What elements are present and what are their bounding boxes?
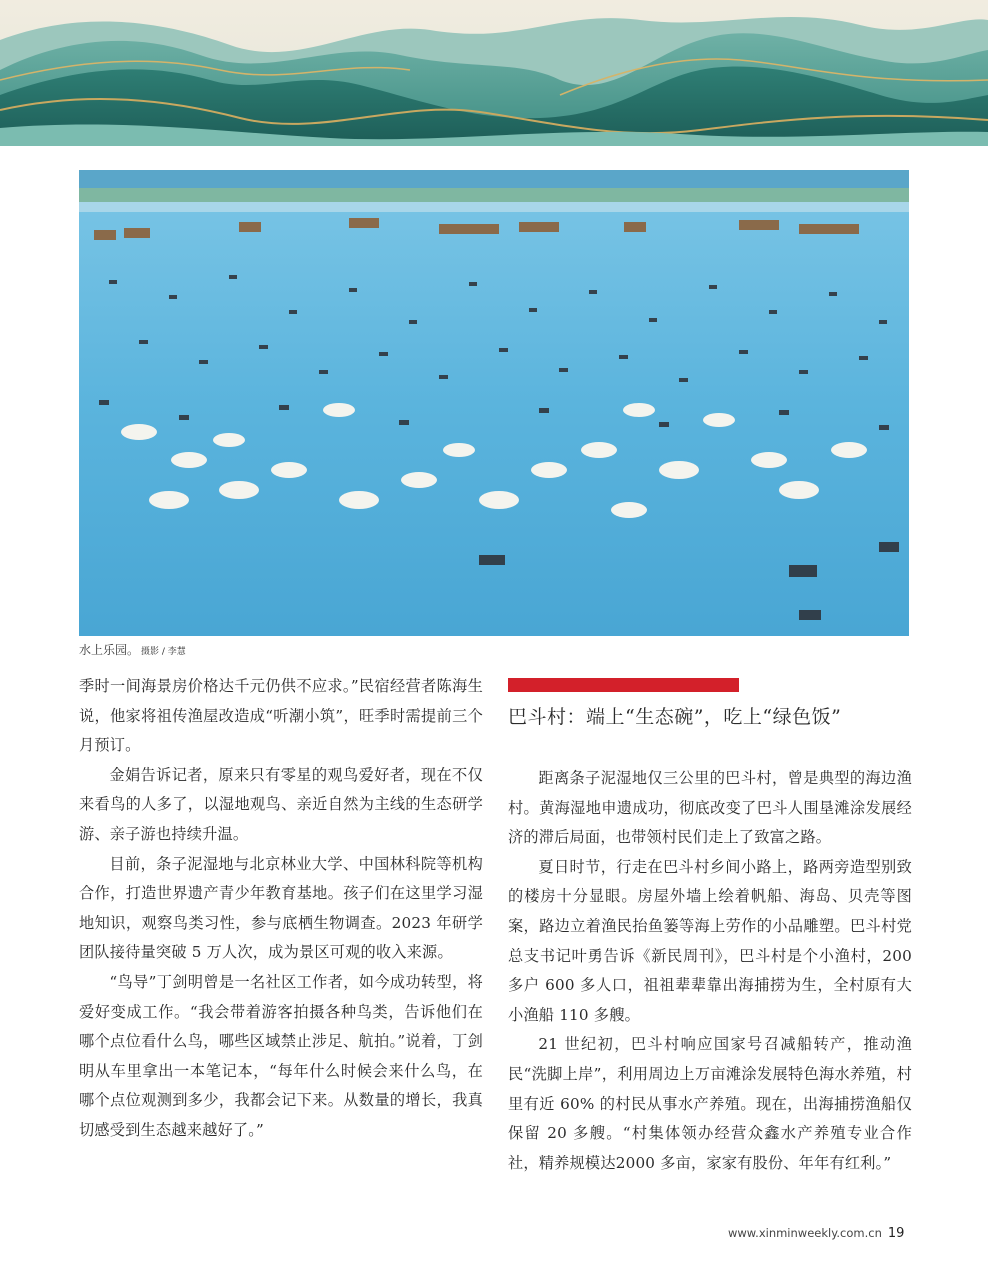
mountain-landscape-icon	[0, 0, 988, 146]
page-footer	[728, 1226, 904, 1241]
paragraph: “鸟导”丁剑明曾是一名社区工作者，如今成功转型，将爱好变成工作。“我会带着游客拍摄各种鸟类，告诉他们在哪个点位看什么鸟，哪些区域禁止涉足、航拍。”说着，丁剑明从车里拿出一本笔记本，“每年什么时候会来什么鸟，在哪个点位观测到多少，我都会记下来。从数量的增长，我真切感受到生态越来越好了。”	[79, 972, 483, 1139]
paragraph: 金娟告诉记者，原来只有零星的观鸟爱好者，现在不仅来看鸟的人多了，以湿地观鸟、亲近自然为主线的生态研学游、亲子游也持续升温。	[79, 765, 483, 843]
paragraph: 21 世纪初，巴斗村响应国家号召减船转产，推动渔民“洗脚上岸”，利用周边上万亩滩涂发展特色海水养殖，村里有近 60% 的村民从事水产养殖。现在，出海捕捞渔船仅保留 20 多艘。“村集体领办经营众鑫水产养殖专业合作社，精养规模达2000 多亩，家家有股份、年年有红利。”	[508, 1035, 912, 1172]
right-column	[508, 764, 912, 1178]
left-column	[79, 672, 483, 1146]
website-url: www.xinminweekly.com.cn	[728, 1226, 882, 1240]
wetland-birds-photo-icon	[79, 170, 909, 636]
wetland-birds-photo	[79, 170, 909, 636]
caption-credit: 摄影 / 李慧	[141, 647, 186, 657]
paragraph: 夏日时节，行走在巴斗村乡间小路上，路两旁造型别致的楼房十分显眼。房屋外墙上绘着帆船、海岛、贝壳等图案，路边立着渔民抬鱼篓等海上劳作的小品雕塑。巴斗村党总支书记叶勇告诉《新民周刊》，巴斗村是个小渔村，200 多户 600 多人口，祖祖辈辈靠出海捕捞为生，全村原有大小渔船 110 多艘。	[508, 857, 912, 1024]
paragraph: 目前，条子泥湿地与北京林业大学、中国林科院等机构合作，打造世界遗产青少年教育基地。孩子们在这里学习湿地知识，观察鸟类习性，参与底栖生物调查。2023 年研学团队接待量突破 5 万人次，成为景区可观的收入来源。	[79, 854, 483, 962]
section-accent-bar	[508, 678, 739, 692]
section-heading: 巴斗村：端上“生态碗”，吃上“绿色饭”	[508, 706, 842, 728]
paragraph: 距离条子泥湿地仅三公里的巴斗村，曾是典型的海边渔村。黄海湿地申遗成功，彻底改变了巴斗人围垦滩涂发展经济的滞后局面，也带领村民们走上了致富之路。	[508, 769, 912, 847]
page-number: 19	[887, 1226, 905, 1241]
banner-landscape-art	[0, 0, 988, 146]
paragraph: 季时一间海景房价格达千元仍供不应求。”民宿经营者陈海生说，他家将祖传渔屋改造成“听潮小筑”，旺季时需提前三个月预订。	[79, 677, 483, 755]
photo-caption	[79, 641, 186, 658]
caption-text: 水上乐园。	[79, 643, 140, 657]
